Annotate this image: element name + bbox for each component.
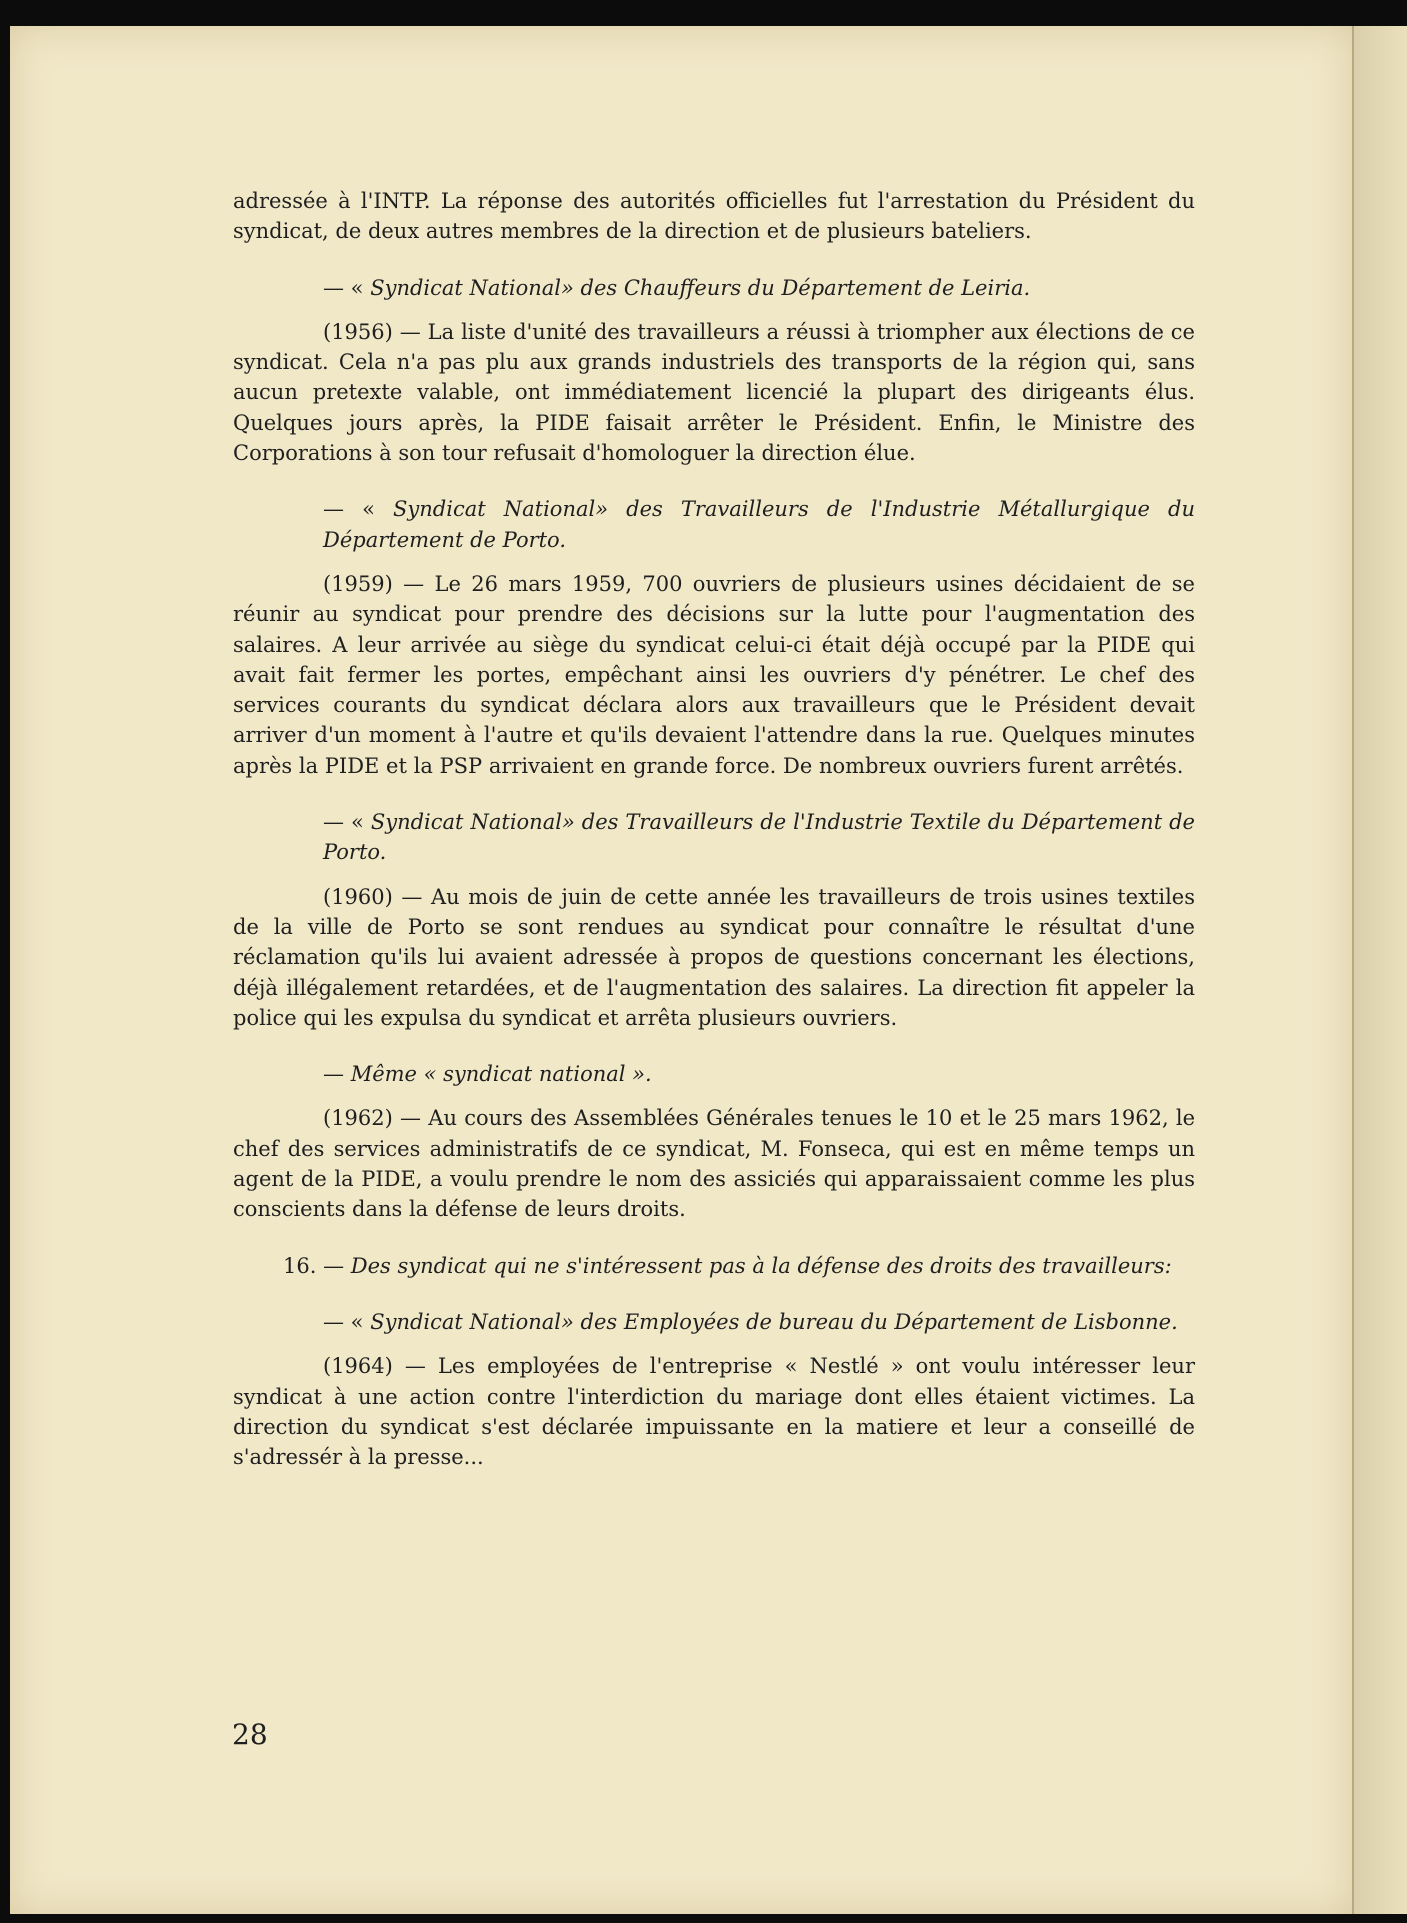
paragraph-1959: (1959) — Le 26 mars 1959, 700 ouvriers de plusieurs usines décidaient de se réunir au syndicat pour prendre des décisions sur la lutte pour l'augmentation des salaires. A leur arrivée au siège du syndicat celui-ci était déjà occupé par la PIDE qui avait fait fermer les portes, empêchant ainsi les ouvriers d'y pénétrer. Le chef des services courants du syndicat déclara alors aux travailleurs que le Président devait arriver d'un moment à l'autre et qu'ils devaient l'attendre dans la rue. Quelques minutes après la PIDE et la PSP arrivaient en grande force. De nombreux ouvriers furent arrêtés.	[233, 571, 1195, 778]
heading-metallurgie-porto: — « Syndicat National» des Travailleurs de l'Industrie Métallurgique du Département de Porto.	[323, 497, 1195, 552]
heading-textile-porto: — « Syndicat National» des Travailleurs de l'Industrie Textile du Département de Porto.	[323, 810, 1195, 865]
heading-chauffeurs-leiria: — « Syndicat National» des Chauffeurs du Département de Leiria.	[323, 275, 1031, 300]
heading-meme-syndicat: — Même « syndicat national ».	[323, 1062, 652, 1087]
heading-employees-lisbonne: — « Syndicat National» des Employées de bureau du Département de Lisbonne.	[323, 1309, 1178, 1334]
paragraph-1956: (1956) — La liste d'unité des travailleurs a réussi à triompher aux élections de ce syndicat. Cela n'a pas plu aux grands industriels des transports de la région qui, sans aucun pretexte valable, ont immédiatement licencié la plupart des dirigeants élus. Quelques jours après, la PIDE faisait arrêter le Président. Enfin, le Ministre des Corporations à son tour refusait d'homologuer la direction élue.	[233, 319, 1195, 466]
paragraph-intro: adressée à l'INTP. La réponse des autorités officielles fut l'arrestation du Président du syndicat, de deux autres membres de la direction et de plusieurs bateliers.	[233, 189, 1195, 244]
paragraph-1960: (1960) — Au mois de juin de cette année les travailleurs de trois usines textiles de la ville de Porto se sont rendues au syndicat pour connaître le résultat d'une réclamation qu'ils lui avaient adressée à propos de questions concernant les élections, déjà illégalement retardées, et de l'augmentation des salaires. La direction fit appeler la police qui les expulsa du syndicat et arrêta plusieurs ouvriers.	[233, 884, 1195, 1030]
paragraph-1962: (1962) — Au cours des Assemblées Générales tenues le 10 et le 25 mars 1962, le chef des services administratifs de ce syndicat, M. Fonseca, qui est en même temps un agent de la PIDE, a voulu prendre le nom des assiciés qui apparaissaient comme les plus conscients dans la défense de leurs droits.	[233, 1106, 1195, 1222]
paragraph-1964: (1964) — Les employées de l'entreprise « Nestlé » ont voulu intéresser leur syndicat à une action contre l'interdiction du mariage dont elles étaient victimes. La direction du syndicat s'est déclarée impuissante en la matiere et leur a conseillé de s'adressér à la presse...	[233, 1354, 1195, 1470]
heading-section-16: 16. — Des syndicat qui ne s'intéressent pas à la défense des droits des travailleurs:	[283, 1253, 1172, 1278]
body-text	[233, 186, 1195, 1472]
adjacent-page-edge	[1352, 26, 1407, 1914]
page-number: 28	[232, 1718, 268, 1751]
